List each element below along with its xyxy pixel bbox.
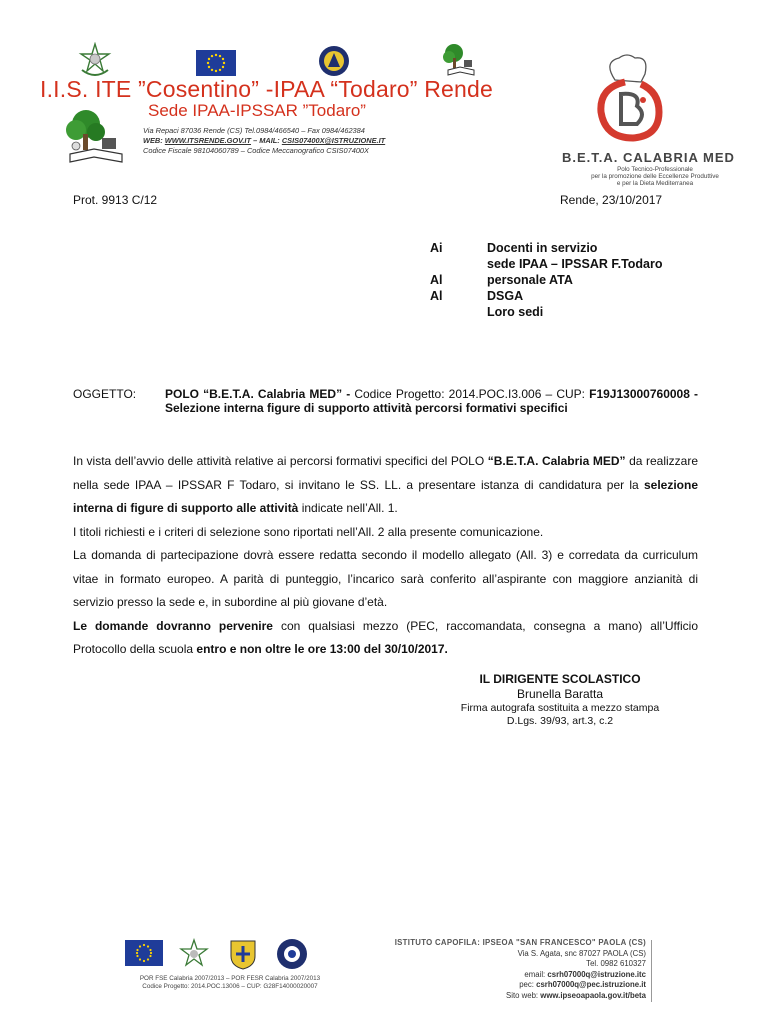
protocol-number: Prot. 9913 C/12: [73, 193, 158, 207]
body-text: da realizzare nella sede IPAA – IPSSAR F Todaro, si invitano le SS. LL. a presentare istanza di candidatura per la: [73, 454, 698, 492]
calabria-seal-icon: [276, 938, 308, 970]
footer-funding-line-1: POR FSE Calabria 2007/2013 – POR FESR Calabria 2007/2013: [139, 975, 321, 982]
subject-bold-2: F19J13000760008 - Selezione interna figure di supporto attività percorsi formativi specifici: [165, 387, 699, 415]
beta-line-2: per la promozione delle Eccellenze Produttive: [591, 173, 719, 180]
recipient-prefix: Al: [430, 273, 443, 287]
body-bold: Le domande dovranno pervenire: [73, 618, 273, 633]
body-text: con qualsiasi mezzo (PEC, raccomandata, consegna a mano) all’Ufficio Protocollo della scuola: [73, 618, 699, 656]
eu-flag-icon: [196, 50, 236, 76]
beta-name: B.E.T.A. CALABRIA MED: [562, 150, 735, 165]
footer-lead-institute: [390, 938, 646, 1001]
footer-lead-pec: [390, 980, 646, 991]
school-title: I.I.S. ITE ”Cosentino” -IPAA “Todaro” Rende: [40, 76, 494, 102]
subject-code: Codice Progetto: 2014.POC.I3.006 – CUP:: [350, 387, 590, 401]
footer-lead-phone: Tel. 0982 610327: [586, 959, 646, 968]
signature-name: Brunella Baratta: [516, 687, 604, 701]
school-fiscal-code: Codice Fiscale 98104060789 – Codice Meccanografico CSIS07400X: [143, 146, 369, 155]
eu-flag-footer-icon: [125, 940, 163, 966]
document-date: Rende, 23/10/2017: [560, 193, 663, 207]
school-crest-icon: [318, 45, 350, 77]
body-paragraph-3: La domanda di partecipazione dovrà essere redatta secondo il modello allegato (All. 3) e corredata da curriculum vitae in formato europeo. A parità di punteggio, l’incarico sarà conferito all’aspirante con maggiore anzianità di servizio presso la sede e, in subordine al più giovane d’età.: [73, 548, 698, 609]
recipient-prefix: Al: [430, 289, 443, 303]
republic-emblem-footer-icon: [178, 938, 210, 970]
mail-label: – MAIL:: [253, 136, 280, 145]
recipient-line: sede IPAA – IPSSAR F.Todaro: [487, 257, 663, 271]
body-text: indicate nell’All. 1.: [298, 501, 398, 515]
letter-body: [73, 450, 698, 662]
footer-lead-address: Via S. Agata, snc 87027 PAOLA (CS): [517, 948, 646, 958]
web-label: WEB:: [143, 136, 163, 145]
body-paragraph-1: [73, 450, 698, 521]
beta-line-1: Polo Tecnico-Professionale: [617, 166, 693, 173]
pec-label: pec:: [519, 980, 537, 989]
recipient-line: Loro sedi: [487, 305, 544, 319]
footer-funding: [100, 975, 360, 991]
pec-link[interactable]: csrh07000q@pec.istruzione.it: [536, 980, 646, 989]
signature-role: IL DIRIGENTE SCOLASTICO: [479, 672, 641, 686]
body-bold: selezione interna di figure di supporto alle attività: [73, 477, 698, 515]
school-address: Via Repaci 87036 Rende (CS) Tel.0984/466540 – Fax 0984/462384: [143, 126, 365, 135]
web-label: Sito web:: [506, 990, 541, 1000]
school-web-mail: [143, 136, 385, 145]
subject-text: [165, 387, 698, 415]
subject-label: OGGETTO:: [73, 387, 137, 401]
footer-lead-title: ISTITUTO CAPOFILA: IPSEOA "SAN FRANCESCO" PAOLA (CS): [394, 938, 646, 947]
body-bold: entro e non oltre le ore 13:00 del 30/10/2017.: [196, 642, 448, 656]
email-link[interactable]: csrh07000q@istruzione.itc: [547, 969, 646, 979]
footer-divider: [651, 940, 652, 1002]
recipient-line: Docenti in servizio: [487, 241, 598, 255]
calabria-region-icon: [228, 938, 258, 970]
footer-lead-email: [390, 970, 646, 981]
footer-lead-web: [390, 991, 646, 1002]
signature-note-1: Firma autografa sostituita a mezzo stampa: [460, 702, 660, 714]
body-paragraph-4: [73, 615, 698, 662]
website-link[interactable]: www.ipseoapaola.gov.it/beta: [540, 990, 646, 1000]
web-link[interactable]: WWW.ITSRENDE.GOV.IT: [164, 136, 252, 145]
republic-emblem-icon: [78, 42, 112, 78]
email-label: email:: [524, 969, 548, 979]
beta-line-3: e per la Dieta Mediterranea: [616, 180, 694, 187]
subject-bold-1: POLO “B.E.T.A. Calabria MED” -: [165, 387, 351, 401]
body-paragraph-2: I titoli richiesti e i criteri di selezione sono riportati nell’All. 2 alla presente comunicazione.: [73, 524, 544, 539]
body-bold: “B.E.T.A. Calabria MED”: [487, 454, 626, 468]
tree-book-icon: [440, 42, 480, 78]
footer-funding-line-2: Codice Progetto: 2014.POC.13006 – CUP: G28F14000020007: [142, 983, 318, 990]
beta-calabria-logo-icon: [585, 52, 675, 144]
tree-book-large-icon: [60, 108, 132, 166]
recipient-line: personale ATA: [487, 273, 573, 287]
body-text: In vista dell’avvio delle attività relative ai percorsi formativi specifici del POLO: [73, 454, 488, 468]
recipient-prefix: Ai: [430, 241, 443, 255]
school-subtitle: Sede IPAA-IPSSAR ”Todaro”: [148, 101, 366, 120]
mail-link[interactable]: CSIS07400X@ISTRUZIONE.IT: [281, 136, 386, 145]
recipient-line: DSGA: [487, 289, 524, 303]
signature-note-2: D.Lgs. 39/93, art.3, c.2: [506, 715, 614, 727]
